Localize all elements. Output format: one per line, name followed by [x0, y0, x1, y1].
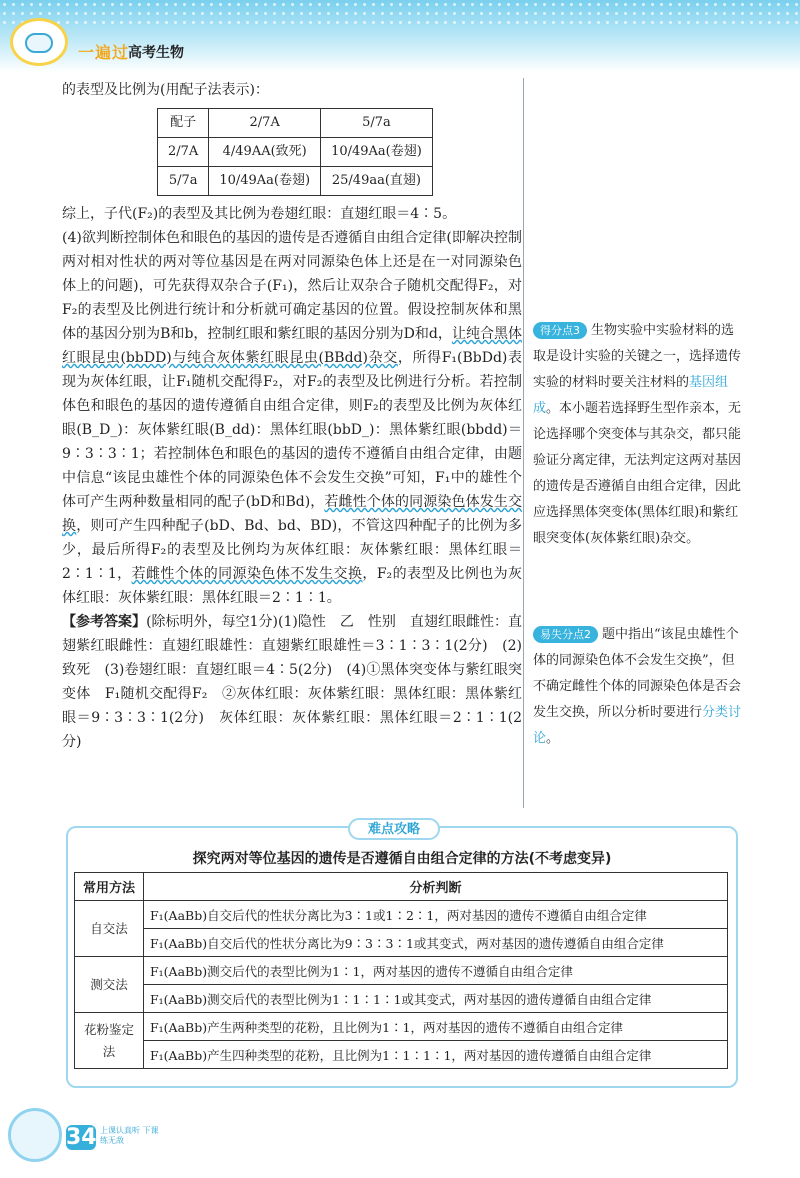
analysis-cell: F₁(AaBb)测交后代的表型比例为1∶1∶1∶1或其变式，两对基因的遗传遵循自由组合定律	[144, 985, 728, 1013]
underlined-text: 若雌性个体的同源染色体发生交换	[62, 494, 522, 534]
mascot-face-icon	[25, 33, 53, 53]
highlight-text: 基因组成	[533, 375, 729, 416]
table-row	[75, 873, 728, 901]
score-tag: 得分点3	[533, 322, 587, 339]
para-text: (4)欲判断控制体色和眼色的基因的遗传是否遵循自由组合定律(即解决控制两对相对性状的两对等位基因是在两对同源染色体上还是在一对同源染色体上的问题)，可先获得双杂合子(F₁)，然后让双杂合子随机交配得F₂，对F₂的表型及比例进行统计和分析就可确定基因的位置。假设控制灰体和黑体的基因分别为B和b，控制红眼和紫红眼的基因分别为D和d，	[62, 230, 522, 342]
para-text: ，F₂的表型及比例也为灰体红眼：灰体紫红眼：黑体红眼＝2∶1∶1。	[62, 566, 522, 606]
analysis-cell: F₁(AaBb)自交后代的性状分离比为9∶3∶3∶1或其变式，两对基因的遗传遵循自由组合定律	[144, 929, 728, 957]
footer-mascot-icon	[8, 1108, 62, 1162]
footer-slogan: 上课认真听 下课练无敌	[100, 1126, 159, 1145]
table-row	[75, 929, 728, 957]
answer-block	[62, 610, 522, 754]
brand-title: 一遍过	[78, 43, 130, 62]
tips-title: 探究两对等位基因的遗传是否遵循自由组合定律的方法(不考虑变异)	[192, 851, 612, 867]
subject-title: 高考生物	[128, 45, 184, 61]
table-row	[75, 985, 728, 1013]
paragraph-4	[62, 226, 522, 610]
side-text: 。	[546, 731, 560, 746]
method-cell: 测交法	[75, 957, 144, 1013]
summary-line: 综上，子代(F₂)的表型及其比例为卷翅红眼：直翅红眼＝4∶5。	[62, 206, 457, 222]
answer-text: (除标明外，每空1分)(1)隐性 乙 性别 直翅红眼雌性：直翅紫红眼雌性：直翅红眼雄性：直翅紫红眼雄性＝3∶1∶3∶1(2分) (2)致死 (3)卷翅红眼：直翅红眼＝4∶5(2分) (4)①黑体突变体与紫红眼突变体 F₁随机交配得F₂ ②灰体红眼：灰体紫红眼：黑体红眼：黑体紫红眼＝9∶3∶3∶1(2分) 灰体红眼：灰体紫红眼：黑体红眼＝2∶1∶1(2分)	[62, 614, 522, 750]
header-band	[0, 0, 800, 72]
side-text: 生物实验中实验材料的选取是设计实验的关键之一，选择遗传实验的材料时要关注材料的	[533, 323, 742, 390]
table-row	[158, 167, 433, 196]
col-header: 分析判断	[144, 873, 728, 901]
underlined-text: 让纯合黑体红眼昆虫(bbDD)与纯合灰体紫红眼昆虫(BBdd)杂交	[62, 326, 523, 366]
table-cell: 2/7A	[158, 138, 209, 167]
table-cell: 10/49Aa(卷翅)	[209, 167, 321, 196]
table-cell: 2/7A	[209, 109, 321, 138]
analysis-cell: F₁(AaBb)产生两种类型的花粉，且比例为1∶1，两对基因的遗传不遵循自由组合定律	[144, 1013, 728, 1041]
table-row	[75, 1013, 728, 1041]
side-text: 。本小题若选择野生型作亲本，无论选择哪个突变体与其杂交，都只能验证分离定律，无法判定这两对基因的遗传是否遵循自由组合定律，因此应选择黑体突变体(黑体红眼)和紫红眼突变体(灰体紫红眼)杂交。	[533, 401, 742, 546]
page-number: 34	[66, 1125, 97, 1150]
intro-line: 的表型及比例为(用配子法表示)：	[62, 82, 269, 98]
table-row	[75, 957, 728, 985]
table-cell: 5/7a	[321, 109, 433, 138]
header-dots	[0, 0, 800, 26]
analysis-cell: F₁(AaBb)自交后代的性状分离比为3∶1或1∶2∶1，两对基因的遗传不遵循自由组合定律	[144, 901, 728, 929]
table-cell: 5/7a	[158, 167, 209, 196]
table-row	[75, 1041, 728, 1069]
analysis-cell: F₁(AaBb)测交后代的表型比例为1∶1，两对基因的遗传不遵循自由组合定律	[144, 957, 728, 985]
mistake-tag: 易失分点2	[533, 626, 598, 643]
table-row	[158, 109, 433, 138]
table-cell: 4/49AA(致死)	[209, 138, 321, 167]
para-text: ，所得F₁(BbDd)表现为灰体红眼，让F₁随机交配得F₂，对F₂的表型及比例进行分析。若控制体色和眼色的基因的遗传遵循自由组合定律，则F₂的表型及比例为灰体红眼(B_D_)：灰体紫红眼(B_dd)：黑体红眼(bbD_)：黑体紫红眼(bbdd)＝9∶3∶3∶1；若控制体色和眼色的基因的遗传不遵循自由组合定律，由题中信息“该昆虫雄性个体的同源染色体不会发生交换”可知，F₁中的雄性个体可产生两种数量相同的配子(bD和Bd)，	[62, 350, 522, 510]
table-row	[75, 901, 728, 929]
method-cell: 花粉鉴定法	[75, 1013, 144, 1069]
main-column	[62, 78, 522, 754]
side-note-2	[533, 622, 743, 752]
answer-label: 【参考答案】	[62, 614, 147, 630]
table-cell: 10/49Aa(卷翅)	[321, 138, 433, 167]
column-divider	[523, 78, 524, 808]
col-header: 常用方法	[75, 873, 144, 901]
tips-badge: 难点攻略	[348, 818, 440, 840]
side-text: 题中指出“该昆虫雄性个体的同源染色体不会发生交换”，但不确定雌性个体的同源染色体是否会发生交换，所以分析时要进行	[533, 627, 742, 720]
analysis-cell: F₁(AaBb)产生四种类型的花粉，且比例为1∶1∶1∶1，两对基因的遗传遵循自由组合定律	[144, 1041, 728, 1069]
mascot-icon	[10, 18, 68, 66]
method-table	[74, 872, 728, 1069]
method-cell: 自交法	[75, 901, 144, 957]
table-cell: 配子	[158, 109, 209, 138]
para-text: ，则可产生四种配子(bD、Bd、bd、BD)，不管这四种配子的比例为多少，最后所得F₂的表型及比例均为灰体红眼：灰体紫红眼：黑体红眼＝2∶1∶1，	[62, 518, 523, 582]
highlight-text: 分类讨论	[533, 705, 742, 746]
underlined-text: 若雌性个体的同源染色体不发生交换	[131, 566, 363, 582]
gamete-table	[157, 108, 433, 196]
table-row	[158, 138, 433, 167]
side-note-1	[533, 318, 743, 552]
table-cell: 25/49aa(直翅)	[321, 167, 433, 196]
